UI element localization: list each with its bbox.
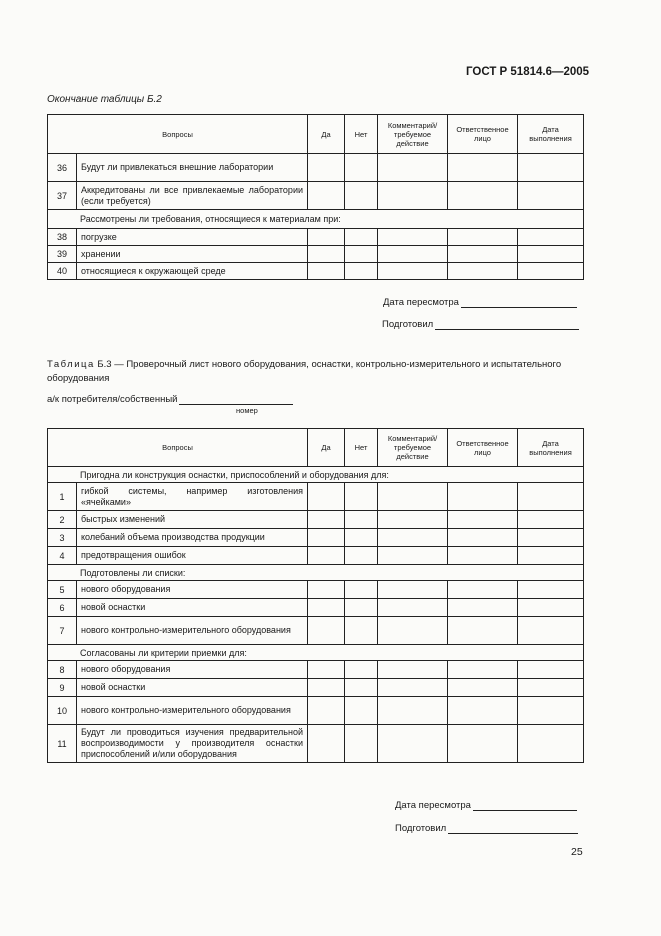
row-number: 1 <box>48 483 77 511</box>
page-number: 25 <box>571 846 583 858</box>
signature-line[interactable] <box>461 297 577 308</box>
row-number: 2 <box>48 511 77 529</box>
date-cell[interactable] <box>518 246 584 263</box>
col-header-yes: Да <box>308 115 345 154</box>
row-number: 40 <box>48 263 77 280</box>
col-header-comment: Комментарий/ требуемое действие <box>378 429 448 467</box>
question-text: колебаний объема производства продукции <box>77 529 308 547</box>
table-row <box>48 617 584 645</box>
table-b3 <box>47 428 584 763</box>
yes-cell[interactable] <box>308 483 345 511</box>
date-cell[interactable] <box>518 263 584 280</box>
customer-label: а/к потребителя/собственный <box>47 394 178 405</box>
question-text: гибкой системы, например изготовления «ячейками» <box>77 483 308 511</box>
no-cell[interactable] <box>345 599 378 617</box>
no-cell[interactable] <box>345 581 378 599</box>
no-cell[interactable] <box>345 182 378 210</box>
comment-cell[interactable] <box>378 511 448 529</box>
table-row <box>48 599 584 617</box>
responsible-cell[interactable] <box>448 229 518 246</box>
table-row <box>48 154 584 182</box>
yes-cell[interactable] <box>308 679 345 697</box>
no-cell[interactable] <box>345 229 378 246</box>
no-cell[interactable] <box>345 617 378 645</box>
table-row <box>48 547 584 565</box>
responsible-cell[interactable] <box>448 679 518 697</box>
question-text: нового оборудования <box>77 581 308 599</box>
question-text: новой оснастки <box>77 679 308 697</box>
section-row: Рассмотрены ли требования, относящиеся к материалам при: <box>48 210 584 229</box>
yes-cell[interactable] <box>308 661 345 679</box>
col-header-questions: Вопросы <box>48 429 308 467</box>
no-cell[interactable] <box>345 263 378 280</box>
yes-cell[interactable] <box>308 511 345 529</box>
comment-cell[interactable] <box>378 617 448 645</box>
question-text: нового оборудования <box>77 661 308 679</box>
document-id: ГОСТ Р 51814.6—2005 <box>466 66 590 78</box>
date-cell[interactable] <box>518 154 584 182</box>
responsible-cell[interactable] <box>448 581 518 599</box>
revision-date-label: Дата пересмотра <box>383 297 459 308</box>
number-caption: номер <box>236 406 258 415</box>
yes-cell[interactable] <box>308 154 345 182</box>
comment-cell[interactable] <box>378 697 448 725</box>
prepared-by-field-2[interactable] <box>395 823 578 834</box>
question-text: новой оснастки <box>77 599 308 617</box>
table-word: Таблица <box>47 359 95 370</box>
table-row <box>48 697 584 725</box>
row-number: 5 <box>48 581 77 599</box>
prepared-by-label: Подготовил <box>382 319 434 330</box>
yes-cell[interactable] <box>308 581 345 599</box>
table-row <box>48 246 584 263</box>
col-header-yes: Да <box>308 429 345 467</box>
table-row <box>48 229 584 246</box>
table-row <box>48 263 584 280</box>
table-row <box>48 483 584 511</box>
row-number: 7 <box>48 617 77 645</box>
date-cell[interactable] <box>518 581 584 599</box>
revision-date-field-1[interactable] <box>383 297 577 308</box>
row-number: 6 <box>48 599 77 617</box>
row-number: 3 <box>48 529 77 547</box>
responsible-cell[interactable] <box>448 182 518 210</box>
responsible-cell[interactable] <box>448 246 518 263</box>
table-row <box>48 661 584 679</box>
question-text: нового контрольно-измерительного оборудования <box>77 617 308 645</box>
section-title: Согласованы ли критерии приемки для: <box>48 645 584 661</box>
responsible-cell[interactable] <box>448 725 518 763</box>
comment-cell[interactable] <box>378 229 448 246</box>
yes-cell[interactable] <box>308 182 345 210</box>
date-cell[interactable] <box>518 697 584 725</box>
col-header-responsible: Ответственное лицо <box>448 429 518 467</box>
col-header-no: Нет <box>345 429 378 467</box>
signature-line[interactable] <box>448 823 578 834</box>
comment-cell[interactable] <box>378 483 448 511</box>
no-cell[interactable] <box>345 697 378 725</box>
date-cell[interactable] <box>518 182 584 210</box>
responsible-cell[interactable] <box>448 263 518 280</box>
comment-cell[interactable] <box>378 182 448 210</box>
table-title-text: — Проверочный лист нового оборудования, оснастки, контрольно-измерительного и испытательного оборудования <box>47 359 562 384</box>
col-header-date: Дата выполнения <box>518 115 584 154</box>
comment-cell[interactable] <box>378 661 448 679</box>
row-number: 9 <box>48 679 77 697</box>
revision-date-label: Дата пересмотра <box>395 800 471 811</box>
question-text: предотвращения ошибок <box>77 547 308 565</box>
responsible-cell[interactable] <box>448 599 518 617</box>
comment-cell[interactable] <box>378 529 448 547</box>
yes-cell[interactable] <box>308 599 345 617</box>
date-cell[interactable] <box>518 725 584 763</box>
table-row <box>48 511 584 529</box>
row-number: 39 <box>48 246 77 263</box>
yes-cell[interactable] <box>308 529 345 547</box>
date-cell[interactable] <box>518 511 584 529</box>
row-number: 36 <box>48 154 77 182</box>
yes-cell[interactable] <box>308 263 345 280</box>
question-text: быстрых изменений <box>77 511 308 529</box>
question-text: хранении <box>77 246 308 263</box>
prepared-by-field-1[interactable] <box>382 319 579 330</box>
table-row <box>48 581 584 599</box>
table-b2-end <box>47 114 584 280</box>
date-cell[interactable] <box>518 229 584 246</box>
row-number: 4 <box>48 547 77 565</box>
date-cell[interactable] <box>518 599 584 617</box>
table-row <box>48 725 584 763</box>
row-number: 11 <box>48 725 77 763</box>
col-header-comment: Комментарий/ требуемое действие <box>378 115 448 154</box>
date-cell[interactable] <box>518 661 584 679</box>
yes-cell[interactable] <box>308 697 345 725</box>
responsible-cell[interactable] <box>448 511 518 529</box>
responsible-cell[interactable] <box>448 661 518 679</box>
comment-cell[interactable] <box>378 154 448 182</box>
responsible-cell[interactable] <box>448 483 518 511</box>
row-number: 37 <box>48 182 77 210</box>
col-header-date: Дата выполнения <box>518 429 584 467</box>
date-cell[interactable] <box>518 529 584 547</box>
comment-cell[interactable] <box>378 725 448 763</box>
section-title: Подготовлены ли списки: <box>48 565 584 581</box>
no-cell[interactable] <box>345 529 378 547</box>
no-cell[interactable] <box>345 511 378 529</box>
yes-cell[interactable] <box>308 725 345 763</box>
table-b3-title <box>47 358 587 386</box>
no-cell[interactable] <box>345 246 378 263</box>
section-title: Пригодна ли конструкция оснастки, приспособлений и оборудования для: <box>48 467 584 483</box>
col-header-no: Нет <box>345 115 378 154</box>
responsible-cell[interactable] <box>448 154 518 182</box>
date-cell[interactable] <box>518 617 584 645</box>
no-cell[interactable] <box>345 154 378 182</box>
responsible-cell[interactable] <box>448 547 518 565</box>
responsible-cell[interactable] <box>448 617 518 645</box>
date-cell[interactable] <box>518 483 584 511</box>
section-row <box>48 645 584 661</box>
date-cell[interactable] <box>518 547 584 565</box>
no-cell[interactable] <box>345 661 378 679</box>
row-number: 38 <box>48 229 77 246</box>
responsible-cell[interactable] <box>448 697 518 725</box>
prepared-by-label: Подготовил <box>395 823 447 834</box>
table-caption: Окончание таблицы Б.2 <box>47 94 162 105</box>
comment-cell[interactable] <box>378 263 448 280</box>
comment-cell[interactable] <box>378 581 448 599</box>
comment-cell[interactable] <box>378 547 448 565</box>
table-row <box>48 679 584 697</box>
question-text: относящиеся к окружающей среде <box>77 263 308 280</box>
yes-cell[interactable] <box>308 547 345 565</box>
date-cell[interactable] <box>518 679 584 697</box>
table-number: Б.3 <box>97 359 112 370</box>
question-text: Будут ли проводиться изучения предварительной воспроизводимости у производителя оснастки приспособлений и/или оборудования <box>77 725 308 763</box>
no-cell[interactable] <box>345 725 378 763</box>
row-number: 8 <box>48 661 77 679</box>
table-row <box>48 529 584 547</box>
table-row <box>48 182 584 210</box>
responsible-cell[interactable] <box>448 529 518 547</box>
question-text: нового контрольно-измерительного оборудования <box>77 697 308 725</box>
comment-cell[interactable] <box>378 679 448 697</box>
no-cell[interactable] <box>345 679 378 697</box>
comment-cell[interactable] <box>378 246 448 263</box>
signature-line[interactable] <box>473 800 577 811</box>
yes-cell[interactable] <box>308 246 345 263</box>
row-number: 10 <box>48 697 77 725</box>
yes-cell[interactable] <box>308 229 345 246</box>
no-cell[interactable] <box>345 483 378 511</box>
section-row <box>48 467 584 483</box>
question-text: Будут ли привлекаться внешние лаборатории <box>77 154 308 182</box>
number-line[interactable] <box>179 394 293 405</box>
question-text: погрузке <box>77 229 308 246</box>
col-header-questions: Вопросы <box>48 115 308 154</box>
comment-cell[interactable] <box>378 599 448 617</box>
signature-line[interactable] <box>435 319 579 330</box>
customer-number-field[interactable] <box>47 394 293 405</box>
revision-date-field-2[interactable] <box>395 800 577 811</box>
section-row <box>48 565 584 581</box>
col-header-responsible: Ответственное лицо <box>448 115 518 154</box>
question-text: Аккредитованы ли все привлекаемые лаборатории (если требуется) <box>77 182 308 210</box>
yes-cell[interactable] <box>308 617 345 645</box>
no-cell[interactable] <box>345 547 378 565</box>
